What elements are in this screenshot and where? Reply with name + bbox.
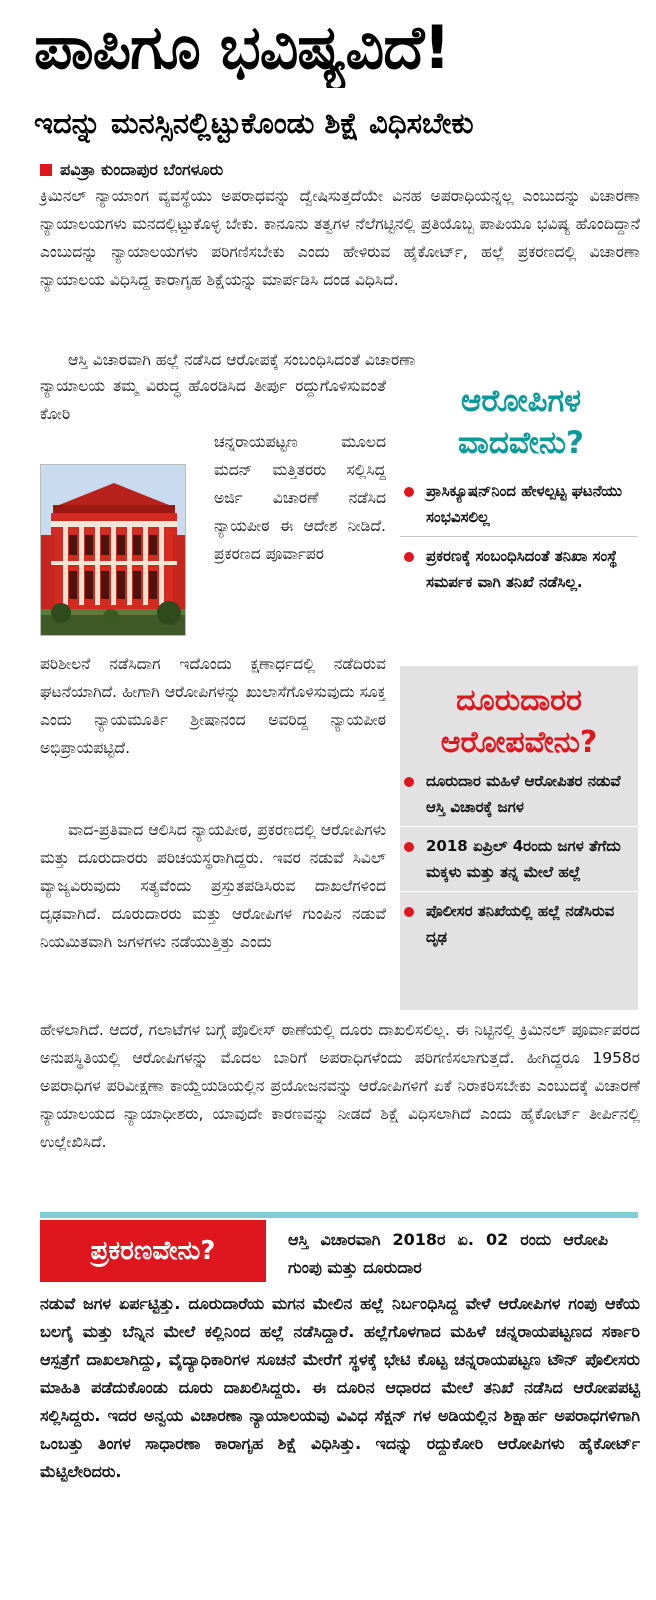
article-paragraph-2-column: ಚನ್ನರಾಯಪಟ್ಟಣ ಮೂಲದ ಮದನ್ ಮತ್ತಿತರರು ಸಲ್ಲಿಸಿದ್ದ ಅರ್ಜಿ ವಿಚಾರಣೆ ನಡೆಸಿದ ನ್ಯಾಯಪೀಠ ಈ ಆದೇಶ ನೀಡಿದೆ. ಪ್ರಕರಣದ ಪೂರ್ವಾಪರ: [214, 433, 386, 563]
subheadline: ಇದನ್ನು ಮನಸ್ಸಿನಲ್ಲಿಟ್ಟುಕೊಂಡು ಶಿಕ್ಷೆ ವಿಧಿಸಬೇಕು: [34, 106, 474, 140]
sidebar-accused-list: [400, 478, 638, 607]
article-paragraph-2-lead: ಆಸ್ತಿ ವಿಚಾರವಾಗಿ ಹಲ್ಲೆ ನಡೆಸಿದ ಆರೋಪಕ್ಕೆ ಸಂಬಂಧಿಸಿದಂತೆ ವಿಚಾರಣಾ: [68, 351, 416, 369]
sidebar-accused-title: ಆರೋಪಿಗಳ ವಾದವೇನು?: [457, 383, 585, 461]
list-item: ದೂರುದಾರ ಮಹಿಳೆ ಆರೋಪಿತರ ನಡುವೆ ಆಸ್ತಿ ವಿಚಾರಕ್ಕೆ ಜಗಳ: [400, 768, 638, 827]
list-item: ಪ್ರಾಸಿಕ್ಯೂಷನ್‌ನಿಂದ ಹೇಳಲ್ಪಟ್ಟ ಘಟನೆಯು ಸಂಭವಿಸಲಿಲ್ಲ: [400, 478, 638, 537]
sidebar-complainant-title: ದೂರುದಾರರ ಆರೋಪವೇನು?: [440, 683, 598, 760]
byline-text: ಪವಿತ್ರಾ ಕುಂದಾಪುರ ಬೆಂಗಳೂರು: [60, 160, 224, 179]
section-divider: [40, 1212, 638, 1218]
article-paragraph-3-full: ಹೇಳಲಾಗಿದೆ. ಆದರೆ, ಗಲಾಟೆಗಳ ಬಗ್ಗೆ ಪೊಲೀಸ್ ಠಾಣೆಯಲ್ಲಿ ದೂರು ದಾಖಲಿಸಲಿಲ್ಲ. ಈ ನಿಟ್ಟಿನಲ್ಲಿ ಕ್ರಿಮಿನಲ್ ಪೂರ್ವಾಪರದ ಅನುಪಸ್ಥಿತಿಯಲ್ಲಿ ಆರೋಪಿಗಳನ್ನು ಮೊದಲ ಬಾರಿಗೆ ಅಪರಾಧಿಗಳೆಂದು ಪರಿಗಣಿಸಲಾಗುತ್ತದೆ. ಹೀಗಿದ್ದರೂ 1958ರ ಅಪರಾಧಿಗಳ ಪರಿವೀಕ್ಷಣಾ ಕಾಯ್ದೆಯಡಿಯಲ್ಲಿನ ಪ್ರಯೋಜನವನ್ನು ಆರೋಪಿಗಳಿಗೆ ಏಕೆ ನಿರಾಕರಿಸಬೇಕು ಎಂಬುದಕ್ಕೆ ವಿಚಾರಣೆ ನ್ಯಾಯಾಲಯದ ನ್ಯಾಯಾಧೀಶರು, ಯಾವುದೇ ಕಾರಣವನ್ನು ನೀಡದೆ ಶಿಕ್ಷೆ ವಿಧಿಸಲಾಗಿದೆ ಎಂದು ಹೈಕೋರ್ಟ್ ತೀರ್ಪಿನಲ್ಲಿ ಉಲ್ಲೇಖಿಸಿದೆ.: [40, 1021, 640, 1151]
case-text-body: ನಡುವೆ ಜಗಳ ಏರ್ಪಟ್ಟಿತ್ತು. ದೂರುದಾರೆಯ ಮಗನ ಮೇಲಿನ ಹಲ್ಲೆ ನಿರ್ಬಂಧಿಸಿದ್ದ ವೇಳೆ ಆರೋಪಿಗಳ ಗಂಪು ಆಕೆಯ ಬಲಗೈ ಮತ್ತು ಬೆನ್ನಿನ ಮೇಲೆ ಕಲ್ಲಿನಿಂದ ಹಲ್ಲೆ ನಡೆಸಿದ್ದಾರೆ. ಹಲ್ಲೆಗೊಳಗಾದ ಮಹಿಳೆ ಚನ್ನರಾಯಪಟ್ಟಣದ ಸರ್ಕಾರಿ ಆಸ್ಪತ್ರೆಗೆ ದಾಖಲಾಗಿದ್ದು, ವೈದ್ಯಾಧಿಕಾರಿಗಳ ಸೂಚನೆ ಮೇರೆಗೆ ಸ್ಥಳಕ್ಕೆ ಭೇಟಿ ಕೊಟ್ಟ ಚನ್ನರಾಯಪಟ್ಟಣ ಟೌನ್ ಪೊಲೀಸರು ಮಾಹಿತಿ ಪಡೆದುಕೊಂಡು ದೂರು ದಾಖಲಿಸಿದ್ದರು. ಈ ದೂರಿನ ಆಧಾರದ ಮೇಲೆ ತನಿಖೆ ನಡೆಸಿದ ಆರೋಪಪಟ್ಟಿ ಸಲ್ಲಿಸಿದ್ದರು. ಇದರ ಅನ್ವಯ ವಿಚಾರಣಾ ನ್ಯಾಯಾಲಯವು ವಿವಿಧ ಸೆಕ್ಷನ್ ಗಳ ಅಡಿಯಲ್ಲಿನ ಶಿಕ್ಷಾರ್ಹ ಅಪರಾಧಗಳಿಗಾಗಿ ಒಂಬತ್ತು ತಿಂಗಳ ಸಾಧಾರಣಾ ಕಾರಾಗೃಹ ಶಿಕ್ಷೆ ವಿಧಿಸಿತ್ತು. ಇದನ್ನು ರದ್ದುಕೋರಿ ಆರೋಪಿಗಳು ಹೈಕೋರ್ಟ್ ಮೆಟ್ಟಿಲೇರಿದರು.: [40, 1294, 640, 1481]
sidebar-complainant-list: [400, 768, 638, 962]
headline: ಪಾಪಿಗೂ ಭವಿಷ್ಯವಿದೆ!: [34, 13, 450, 83]
article-paragraph-1: ಕ್ರಿಮಿನಲ್ ನ್ಯಾಯಾಂಗ ವ್ಯವಸ್ಥೆಯು ಅಪರಾಧವನ್ನು ದ್ವೇಷಿಸುತ್ತದೆಯೇ ವಿನಹ ಅಪರಾಧಿಯನ್ನಲ್ಲ ಎಂಬುದನ್ನು ವಿಚಾರಣಾ ನ್ಯಾಯಾಲಯಗಳು ಮನದಲ್ಲಿಟ್ಟುಕೊಳ್ಳ ಬೇಕು. ಕಾನೂನು ತತ್ವಗಳ ನೆಲೆಗಟ್ಟಿನಲ್ಲಿ ಪ್ರತಿಯೊಬ್ಬ ಪಾಪಿಯೂ ಭವಿಷ್ಯ ಹೊಂದಿದ್ದಾನೆ ಎಂಬುದನ್ನು ನ್ಯಾಯಾಲಯಗಳು ಪರಿಗಣಿಸಬೇಕು ಎಂದು ಹೇಳಿರುವ ಹೈಕೋರ್ಟ್, ಹಲ್ಲೆ ಪ್ರಕರಣದಲ್ಲಿ ವಿಚಾರಣಾ ನ್ಯಾಯಾಲಯ ವಿಧಿಸಿದ್ದ ಕಾರಾಗೃಹ ಶಿಕ್ಷೆಯನ್ನು ಮಾರ್ಪಡಿಸಿ ದಂಡ ವಿಧಿಸಿದೆ.: [40, 187, 640, 289]
article-paragraph-2-end: ಪರಿಶೀಲನೆ ನಡೆಸಿದಾಗ ಇದೊಂದು ಕ್ಷಣಾರ್ಧದಲ್ಲಿ ನಡೆದಿರುವ ಘಟನೆಯಾಗಿದೆ. ಹೀಗಾಗಿ ಆರೋಪಿಗಳನ್ನು ಖುಲಾಸೆಗೊಳಿಸುವುದು ಸೂಕ್ತ ಎಂದು ನ್ಯಾಯಮೂರ್ತಿ ಶ್ರೀಷಾನಂದ ಅವರಿದ್ದ ನ್ಯಾಯಪೀಠ ಅಭಿಪ್ರಾಯಪಟ್ಟಿದೆ.: [40, 655, 386, 757]
list-item: ಪ್ರಕರಣಕ್ಕೆ ಸಂಬಂಧಿಸಿದಂತೆ ತನಿಖಾ ಸಂಸ್ಥೆ ಸಮರ್ಪಕ ವಾಗಿ ತನಿಖೆ ನಡೆಸಿಲ್ಲ.: [400, 543, 638, 601]
list-item: 2018 ಏಪ್ರಿಲ್ 4ರಂದು ಜಗಳ ತೆಗೆದು ಮಕ್ಕಳು ಮತ್ತು ತನ್ನ ಮೇಲೆ ಹಲ್ಲೆ: [400, 833, 638, 892]
list-item: ಪೊಲೀಸರ ತನಿಖೆಯಲ್ಲಿ ಹಲ್ಲೆ ನಡೆಸಿರುವ ದೃಢ: [400, 898, 638, 956]
case-text-lead: ಆಸ್ತಿ ವಿಚಾರವಾಗಿ 2018ರ ಏ. 02 ರಂದು ಆರೋಪಿ ಗುಂಪು ಮತ್ತು ದೂರುದಾರ: [288, 1230, 608, 1277]
article-paragraph-3-column: ವಾದ-ಪ್ರತಿವಾದ ಆಲಿಸಿದ ನ್ಯಾಯಪೀಠ, ಪ್ರಕರಣದಲ್ಲಿ ಆರೋಪಿಗಳು ಮತ್ತು ದೂರುದಾರರು ಪರಿಚಯಸ್ಥರಾಗಿದ್ದರು. ಇವರ ನಡುವೆ ಸಿವಿಲ್ ವ್ಯಾಜ್ಯವಿರುವುದು ಸತ್ಯವೆಂದು ಪ್ರಸ್ತುತಪಡಿಸಿರುವ ದಾಖಲೆಗಳಿಂದ ದೃಢವಾಗಿದೆ. ದೂರುದಾರರು ಮತ್ತು ಆರೋಪಿಗಳ ಗುಂಪಿನ ನಡುವೆ ನಿಯಮಿತವಾಗಿ ಜಗಳಗಳು ನಡೆಯುತ್ತಿತ್ತು ಎಂದು: [40, 821, 386, 951]
high-court-building-image: [40, 464, 186, 636]
case-section-label: ಪ್ರಕರಣವೇನು?: [40, 1220, 266, 1282]
article-paragraph-2-line: ನ್ಯಾಯಾಲಯ ತಮ್ಮ ವಿರುದ್ಧ ಹೊರಡಿಸಿದ ತೀರ್ಪು ರದ್ದುಗೊಳಿಸುವಂತೆ ಕೋರಿ: [40, 377, 386, 423]
byline: [40, 158, 223, 182]
byline-square-icon: [40, 164, 52, 176]
